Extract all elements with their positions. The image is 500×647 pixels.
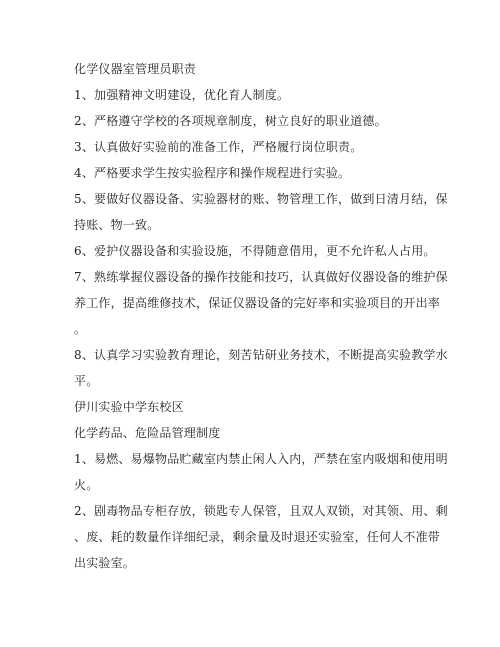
list-item: 8、认真学习实验教育理论，刻苦钻研业务技术，不断提高实验教学水 bbox=[74, 348, 448, 362]
list-item-continuation: 持账、物一致。 bbox=[74, 218, 160, 232]
list-item: 2、剧毒物品专柜存放，锁匙专人保管，且双人双锁，对其领、用、剩 bbox=[74, 504, 448, 518]
list-item: 6、爱护仪器设备和实验设施，不得随意借用，更不允许私人占用。 bbox=[74, 244, 436, 258]
list-item: 7、熟练掌握仪器设备的操作技能和技巧，认真做好仪器设备的维护保 bbox=[74, 270, 448, 284]
list-item: 1、易燃、易爆物品贮藏室内禁止闲人入内，严禁在室内吸烟和使用明 bbox=[74, 452, 448, 466]
list-item-continuation: 火。 bbox=[74, 478, 99, 492]
list-item-continuation: 出实验室。 bbox=[74, 556, 136, 570]
school-name: 伊川实验中学东校区 bbox=[74, 400, 184, 414]
list-item-continuation: 。 bbox=[74, 322, 87, 336]
list-item-continuation: 、废、耗的数量作详细纪录，剩余量及时退还实验室，任何人不准带 bbox=[74, 530, 441, 544]
list-item: 2、严格遵守学校的各项规章制度，树立良好的职业道德。 bbox=[74, 114, 387, 128]
section-title: 化学药品、危险品管理制度 bbox=[74, 426, 221, 440]
list-item: 5、要做好仪器设备、实验器材的账、物管理工作，做到日清月结，保 bbox=[74, 192, 448, 206]
list-item-continuation: 养工作，提高维修技术，保证仪器设备的完好率和实验项目的开出率 bbox=[74, 296, 441, 310]
list-item-continuation: 平。 bbox=[74, 374, 99, 388]
list-item: 3、认真做好实验前的准备工作，严格履行岗位职责。 bbox=[74, 140, 363, 154]
list-item: 4、严格要求学生按实验程序和操作规程进行实验。 bbox=[74, 166, 351, 180]
document-page bbox=[74, 56, 448, 576]
list-item: 1、加强精神文明建设，优化育人制度。 bbox=[74, 88, 290, 102]
section-title: 化学仪器室管理员职责 bbox=[74, 62, 197, 76]
